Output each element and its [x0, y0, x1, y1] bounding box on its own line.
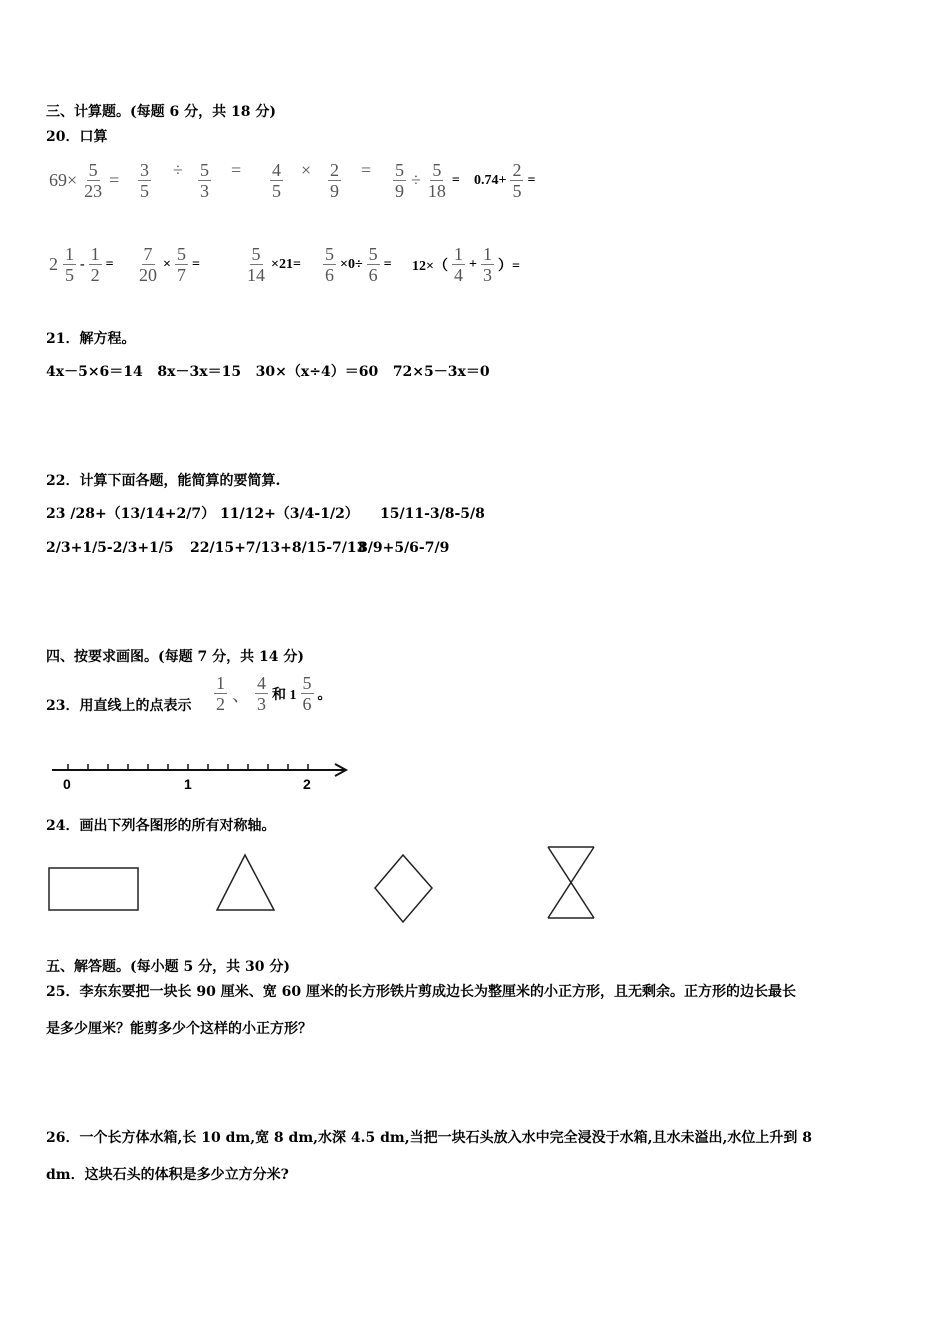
section-3-heading: 三、计算题。(每题 6 分，共 18 分) [46, 104, 276, 120]
section-5-heading: 五、解答题。(每小题 5 分，共 30 分) [46, 959, 290, 975]
operator-text: = [105, 256, 114, 272]
denominator: 5 [140, 181, 149, 201]
number-line [52, 764, 346, 776]
q22-item: 11/12+（3/4-1/2） [220, 506, 359, 522]
q22-item: 22/15+7/13+8/15-7/13 [190, 540, 367, 556]
denominator: 6 [368, 265, 378, 285]
operator-text: - [80, 256, 85, 272]
operator-text: = [361, 160, 372, 180]
q24-label: 24．画出下列各图形的所有对称轴。 [46, 818, 276, 834]
q21-label: 21．解方程。 [46, 331, 136, 347]
operator-text: 69× [49, 170, 78, 190]
denominator: 20 [139, 265, 157, 285]
denominator: 9 [395, 181, 404, 201]
q23-label: 23．用直线上的点表示 [46, 698, 192, 714]
operator-text: = [109, 170, 120, 190]
numerator: 5 [368, 244, 378, 264]
operator-text: ）= [497, 258, 520, 274]
denominator: 3 [257, 694, 266, 714]
numerator: 2 [512, 160, 522, 180]
numerator: 1 [482, 244, 492, 264]
section-4-heading: 四、按要求画图。(每题 7 分，共 14 分) [46, 649, 304, 665]
q21-equations: 4x－5×6＝14 8x－3x＝15 30×（x÷4）＝60 72×5－3x＝0 [46, 364, 490, 380]
numerator: 2 [330, 160, 339, 180]
numerator: 5 [302, 673, 312, 693]
denominator: 4 [453, 265, 463, 285]
axis-label-0: 0 [63, 776, 71, 792]
operator-text: 和 1 [272, 687, 297, 703]
operator-text: 。 [317, 687, 332, 703]
q20-label: 20．口算 [46, 129, 108, 145]
q25-line1: 25．李东东要把一块长 90 厘米、宽 60 厘米的长方形铁片剪成边长为整厘米的小正方形，且无剩余。正方形的边长最长 [46, 984, 796, 1000]
operator-text: = [231, 160, 242, 180]
operator-text: = [527, 172, 536, 188]
q22-item: 8/9+5/6-7/9 [358, 540, 450, 556]
diamond-shape [375, 855, 432, 922]
operator-text: ÷ [411, 170, 421, 190]
hourglass-shape [548, 847, 594, 918]
denominator: 7 [176, 265, 186, 285]
denominator: 2 [90, 265, 100, 285]
numerator: 5 [176, 244, 186, 264]
numerator: 7 [143, 244, 153, 264]
numerator: 5 [251, 244, 261, 264]
operator-text: + [468, 256, 477, 272]
denominator: 6 [325, 265, 334, 285]
denominator: 5 [272, 181, 281, 201]
numerator: 5 [432, 160, 442, 180]
q22-item: 2/3+1/5-2/3+1/5 [46, 540, 174, 556]
operator-text: ×21= [271, 256, 301, 272]
operator-text: 2 [49, 254, 58, 274]
denominator: 6 [302, 694, 312, 714]
denominator: 18 [427, 181, 446, 201]
numerator: 1 [90, 244, 100, 264]
q22-label: 22．计算下面各题，能简算的要简算. [46, 473, 281, 489]
operator-text: × [163, 256, 171, 272]
operator-text: 、 [232, 684, 250, 705]
numerator: 5 [325, 244, 334, 264]
operator-text: 12×（ [412, 258, 448, 274]
operator-text: ÷ [173, 160, 183, 180]
numerator: 5 [88, 160, 98, 180]
denominator: 5 [512, 181, 522, 201]
operator-text: = [451, 172, 460, 188]
rectangle-shape [49, 868, 138, 910]
denominator: 2 [216, 694, 225, 714]
numerator: 1 [453, 244, 463, 264]
numerator: 3 [140, 160, 149, 180]
q25-line2: 是多少厘米？能剪多少个这样的小正方形？ [46, 1021, 312, 1037]
numerator: 4 [257, 673, 266, 693]
denominator: 3 [200, 181, 209, 201]
numerator: 1 [216, 673, 225, 693]
denominator: 3 [482, 265, 492, 285]
operator-text: 0.74+ [474, 172, 507, 188]
denominator: 23 [84, 181, 103, 201]
denominator: 14 [247, 265, 265, 285]
q26-line1: 26．一个长方体水箱,长 10 dm,宽 8 dm,水深 4.5 dm,当把一块石头放入水中完全浸没于水箱,且水未溢出,水位上升到 8 [46, 1130, 812, 1146]
operator-text: × [301, 160, 312, 180]
numerator: 5 [200, 160, 209, 180]
axis-label-2: 2 [303, 776, 311, 792]
numerator: 4 [272, 160, 281, 180]
numerator: 5 [395, 160, 404, 180]
operator-text: ×0÷ [340, 256, 363, 272]
denominator: 5 [65, 265, 74, 285]
q26-line2: dm．这块石头的体积是多少立方分米? [46, 1167, 289, 1183]
q22-item: 23 /28+（13/14+2/7） [46, 506, 216, 522]
axis-label-1: 1 [184, 776, 192, 792]
denominator: 9 [330, 181, 339, 201]
numerator: 1 [65, 244, 74, 264]
operator-text: = [191, 256, 200, 272]
q22-item: 15/11-3/8-5/8 [380, 506, 485, 522]
operator-text: = [383, 256, 392, 272]
triangle-shape [217, 855, 274, 910]
